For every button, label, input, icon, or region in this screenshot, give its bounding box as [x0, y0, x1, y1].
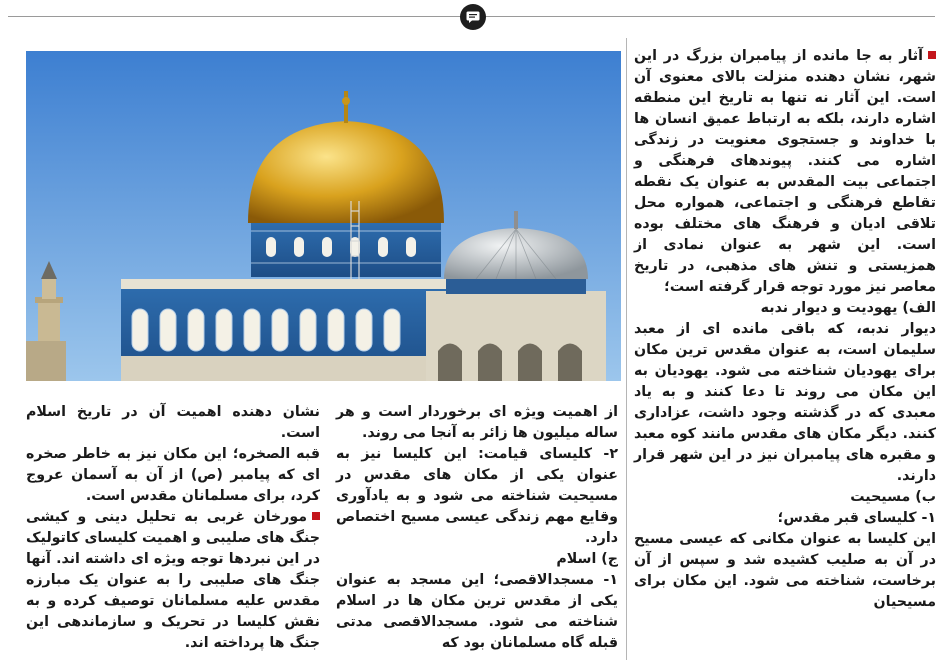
paragraph: از اهمیت ویژه ای برخوردار است و هر ساله میلیون ها زائر به آنجا می روند.	[336, 404, 618, 441]
subsection-heading: ۱- کلیسای قبر مقدس؛	[777, 510, 936, 526]
paragraph	[26, 507, 320, 654]
article-middle-column	[336, 402, 618, 654]
paragraph: قبه الصخره؛ این مکان نیز به خاطر صخره ای که پیامبر (ص) از آن به آسمان عروج کرد، برای مسلمانان مقدس است.	[26, 446, 320, 504]
paragraph-text: آثار به جا مانده از پیامبران بزرگ در این شهر، نشان دهنده منزلت بالای معنوی آن است. این آثار نه تنها به تاریخ این منطقه اشاره دارند، بلکه به ارتباط عمیق انسان ها با خداوند و جستجوی معنویت در زندگی اشاره می کنند. پیوندهای فرهنگی و اجتماعی بیت المقدس به عنوان یک نقطه تقاطع فرهنگی و اجتماعی، همواره محل تلاقی ادیان و فرهنگ های مختلف بوده است. این شهر به عنوان نمادی از همزیستی و تنش های مذهبی، در تاریخ معاصر نیز مورد توجه قرار گرفته است؛	[634, 48, 936, 295]
paragraph: نشان دهنده اهمیت آن در تاریخ اسلام است.	[26, 404, 320, 441]
red-bullet-icon	[312, 512, 320, 520]
red-bullet-icon	[928, 51, 936, 59]
section-heading: ج) اسلام	[556, 551, 618, 567]
article-left-column	[26, 402, 320, 654]
section-heading: ب) مسیحیت	[850, 489, 936, 505]
paragraph: این کلیسا به عنوان مکانی که عیسی مسیح در آن به صلیب کشیده شد و سپس از آن برخاست، شناخته می شود. این مکان برای مسیحیان	[634, 531, 936, 610]
paragraph: ۲- کلیسای قیامت: این کلیسا نیز به عنوان یکی از مکان های مقدس در مسیحیت شناخته می شود و به یادآوری وقایع مهم زندگی عیسی مسیح اختصاص دارد.	[336, 446, 618, 546]
dome-of-the-rock-photo	[26, 51, 621, 381]
paragraph: دیوار ندبه، که باقی مانده ای از معبد سلیمان است، به عنوان مقدس ترین مکان برای یهودیان شناخته می شود. یهودیان به این مکان می روند تا دعا کنند و به یاد معبدی که در گذشته وجود داشت، عزاداری کنند. دیگر مکان های مقدس مانند کوه معبد و مقبره های پیامبران نیز در این شهر قرار دارند.	[634, 321, 936, 484]
article-right-column	[634, 46, 936, 613]
paragraph	[634, 46, 936, 298]
paragraph: ۱- مسجدالاقصی؛ این مسجد به عنوان یکی از مقدس ترین مکان ها در اسلام شناخته می شود. مسجدالاقصی مدتی قبله گاه مسلمانان بود که	[336, 572, 618, 651]
comment-icon	[460, 4, 486, 30]
paragraph-text: مورخان غربی به تحلیل دینی و کیشی جنگ های صلیبی و اهمیت کلیسای کاتولیک در این نبردها توجه ویژه ای داشته اند. آنها جنگ های صلیبی را به عنوان یک مبارزه مقدس علیه مسلمانان توصیف کرده و به نقش کلیسا در تحریک و سازماندهی این جنگ ها پرداخته اند.	[26, 509, 320, 651]
column-divider	[626, 38, 627, 660]
section-heading: الف) یهودیت و دیوار ندبه	[760, 300, 936, 316]
